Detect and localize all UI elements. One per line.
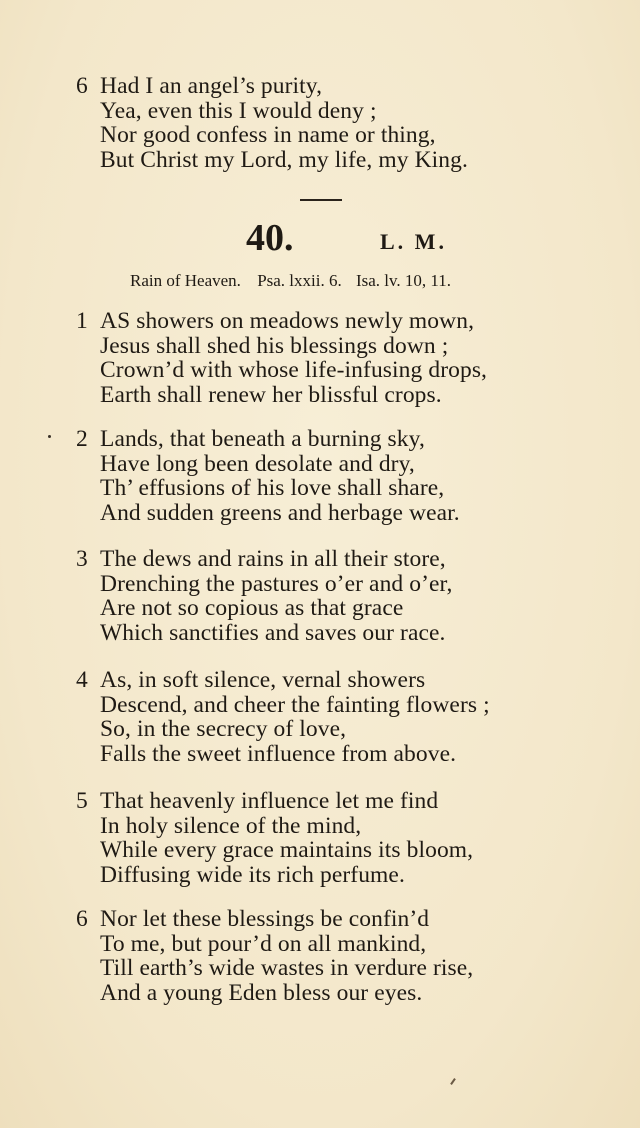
verse-line: That heavenly influence let me find [100,788,439,814]
stanza-number: 5 [76,788,88,814]
hymn-topic: Rain of Heaven. [130,271,241,290]
scripture-reference: Psa. lxxii. 6. [257,271,342,290]
verse-line: Descend, and cheer the fainting flowers ; [100,691,490,718]
verse-line: AS showers on meadows newly mown, [100,308,475,334]
verse-line: Are not so copious as that grace [100,595,404,621]
verse-line: So, in the secrecy of love, [100,716,347,742]
section-divider [300,199,342,201]
stanza-3 [76,547,546,645]
stanza-1 [76,309,546,407]
verse-line: Drenching the pastures o’er and o’er, [100,570,453,597]
ink-mark [450,1078,456,1085]
verse-line: Crown’d with whose life-infusing drops, [100,357,488,383]
ink-speck [48,435,51,438]
stanza-5 [76,789,546,887]
verse-line: Had I an angel’s purity, [100,73,323,99]
stanza-2 [76,427,546,525]
stanza-number: 1 [76,308,88,334]
verse-line: And sudden greens and herbage wear. [100,499,460,526]
hymn-meter: L. M. [380,229,447,254]
verse-line: The dews and rains in all their store, [100,546,446,572]
verse-line: Earth shall renew her blissful crops. [100,381,442,408]
verse-line: Nor good confess in name or thing, [100,122,436,148]
verse-line: As, in soft silence, vernal showers [100,667,426,693]
verse-line: Yea, even this I would deny ; [100,97,377,124]
scripture-reference: Isa. lv. 10, 11. [355,271,452,290]
stanza-number: 4 [76,667,88,693]
verse-line: Lands, that beneath a burning sky, [100,426,425,452]
verse-line: Have long been desolate and dry, [100,450,415,477]
verse-line: Diffusing wide its rich perfume. [100,861,405,888]
stanza-number: 6 [76,73,88,99]
verse-line: Th’ effusions of his love shall share, [100,475,445,501]
verse-line: But Christ my Lord, my life, my King. [100,146,468,173]
stanza-6 [76,907,546,1005]
hymn-subtitle [130,270,451,292]
verse-line: While every grace maintains its bloom, [100,837,474,863]
verse-line: Jesus shall shed his blessings down ; [100,332,449,359]
verse-line: To me, but pour’d on all mankind, [100,930,427,957]
stanza-number: 6 [76,906,88,932]
verse-line: Till earth’s wide wastes in verdure rise, [100,955,474,981]
stanza-number: 3 [76,546,88,572]
hymn-number: 40. [246,217,294,259]
verse-line: Falls the sweet influence from above. [100,740,457,767]
stanza-prev-6 [76,74,546,172]
verse-line: Which sanctifies and saves our race. [100,619,446,646]
verse-line: Nor let these blessings be confin’d [100,906,430,932]
stanza-number: 2 [76,426,88,452]
stanza-4 [76,668,546,766]
verse-line: And a young Eden bless our eyes. [100,979,423,1006]
verse-line: In holy silence of the mind, [100,812,362,839]
